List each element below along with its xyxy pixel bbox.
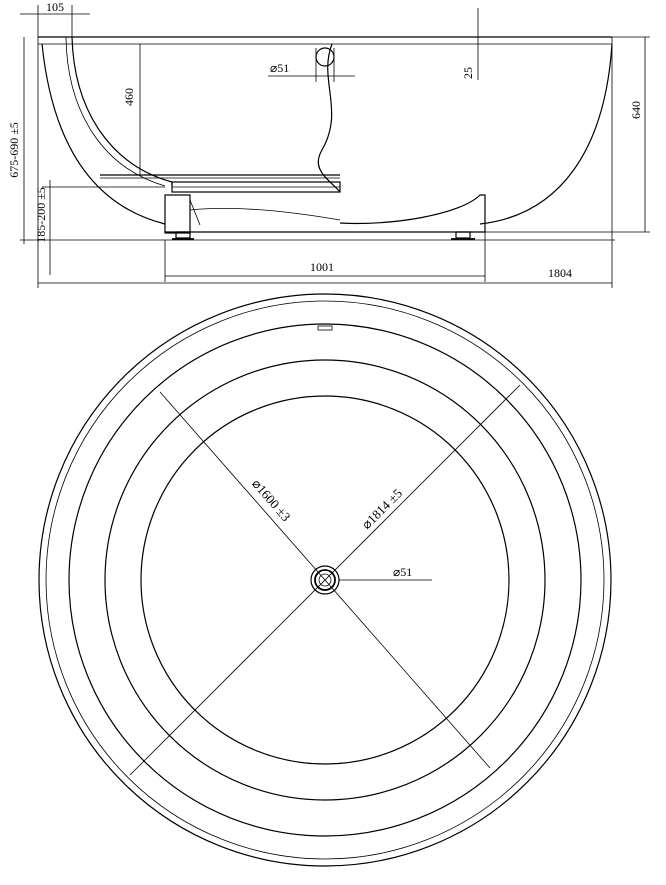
dim-51-top-label: ⌀51 — [393, 565, 413, 579]
frame-left-box — [165, 195, 190, 233]
shell-inner-left — [72, 37, 172, 186]
dim-105-label: 105 — [46, 0, 64, 14]
shell-outer-left — [42, 44, 165, 224]
leg-right — [456, 232, 470, 238]
frame-brace — [190, 208, 340, 220]
dim-1814-label: ⌀1814 ±5 — [358, 485, 406, 533]
dim-460-label: 460 — [122, 88, 136, 106]
shell-inner-left-2 — [66, 37, 165, 186]
shell-lower-right — [340, 195, 485, 232]
dim-1600-label: ⌀1600 ±3 — [249, 475, 294, 525]
dim-1804-label: 1804 — [548, 266, 572, 280]
top-view — [39, 294, 611, 866]
side-view — [7, 0, 650, 288]
section-cut-curve — [318, 44, 340, 192]
overflow-marker — [318, 326, 332, 330]
dim-1814-line — [130, 385, 520, 775]
shell-outer-right — [480, 44, 612, 224]
dim-1001-label: 1001 — [310, 260, 334, 274]
dim-675-label: 675-690 ±5 — [7, 122, 21, 178]
dim-185-label: 185-200 ±5 — [34, 187, 48, 243]
frame-diag — [190, 200, 200, 225]
overflow-circle — [316, 48, 334, 66]
dim-25-label: 25 — [461, 67, 475, 79]
dim-51-side-label: ⌀51 — [270, 61, 290, 75]
dim-640-label: 640 — [629, 101, 643, 119]
